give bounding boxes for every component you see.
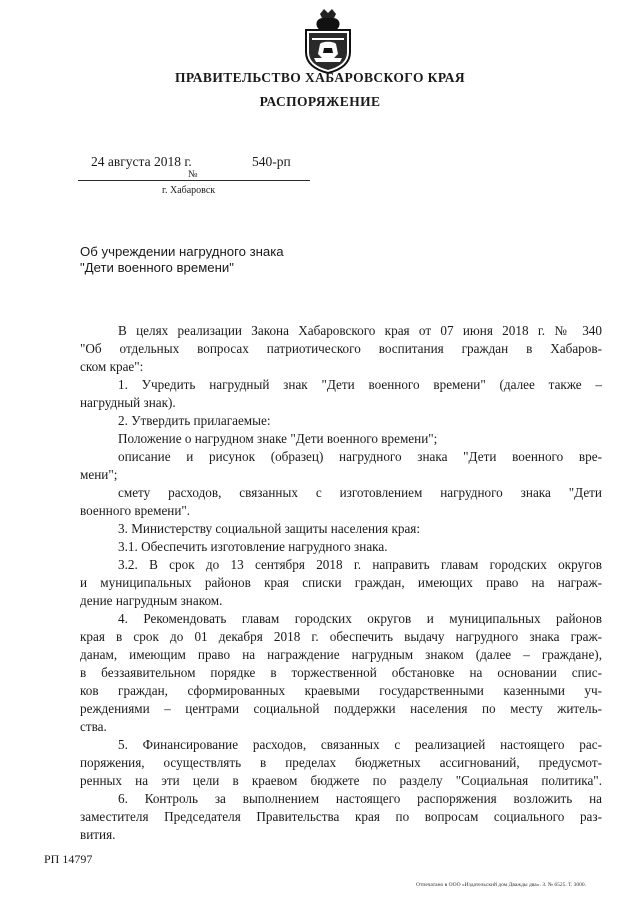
- body-line: 6. Контроль за выполнением настоящего распоряжения возложить на: [118, 791, 602, 806]
- body-line: ренных на эти цели в краевом бюджете по разделу "Социальная политика".: [80, 773, 602, 788]
- body-line: 3.1. Обеспечить изготовление нагрудного знака.: [118, 539, 388, 554]
- body-line: реждениями – центрами социальной поддержки населения по месту житель-: [80, 701, 602, 716]
- body-line: ства.: [80, 719, 107, 734]
- document-type: РАСПОРЯЖЕНИЕ: [259, 94, 381, 109]
- body-line: 4. Рекомендовать главам городских округов и муниципальных районов: [118, 611, 602, 626]
- body-line: поряжения, осуществлять в пределах бюджетных ассигнований, предусмот-: [80, 755, 602, 770]
- body-line: в беззаявительном порядке в торжественной обстановке на основании спис-: [80, 665, 602, 680]
- body-line: В целях реализации Закона Хабаровского края от 07 июня 2018 г. № 340: [118, 323, 602, 338]
- body-line: 3. Министерству социальной защиты населения края:: [118, 521, 421, 536]
- body-line: Положение о нагрудном знаке "Дети военного времени";: [118, 431, 438, 446]
- document-number: 540-рп: [252, 154, 291, 169]
- body-line: ском крае":: [80, 359, 144, 374]
- body-line: мени";: [80, 467, 118, 482]
- body-line: и муниципальных районов края списки граждан, имеющих право на награж-: [80, 575, 602, 590]
- body-line: смету расходов, связанных с изготовлением нагрудного знака "Дети: [118, 485, 602, 500]
- body-line: "Об отдельных вопросах патриотического воспитания граждан в Хабаров-: [80, 341, 602, 356]
- body-line: описание и рисунок (образец) нагрудного знака "Дети военного вре-: [118, 449, 602, 464]
- body-line: 5. Финансирование расходов, связанных с реализацией настоящего рас-: [118, 737, 602, 752]
- coat-of-arms-icon: [300, 8, 356, 74]
- body-line: нагрудный знак).: [80, 395, 176, 410]
- date-underline: [78, 180, 310, 181]
- government-title: ПРАВИТЕЛЬСТВО ХАБАРОВСКОГО КРАЯ: [174, 70, 466, 85]
- body-line: заместителя Председателя Правительства края по вопросам социального раз-: [80, 809, 602, 824]
- printer-imprint: Отпечатано в ООО «Издательский дом Дважды два». З. № 6525. Т. 3000.: [416, 882, 587, 888]
- document-date: 24 августа 2018 г.: [91, 154, 192, 169]
- city: г. Хабаровск: [162, 185, 216, 196]
- body-line: военного времени".: [80, 503, 191, 518]
- body-line: 3.2. В срок до 13 сентября 2018 г. направить главам городских округов: [118, 557, 602, 572]
- registration-code: РП 14797: [44, 852, 93, 866]
- body-line: ков граждан, сформированных краевыми государственными казенными уч-: [80, 683, 602, 698]
- body-line: края в срок до 01 декабря 2018 г. обеспечить выдачу нагрудного знака граж-: [80, 629, 602, 644]
- body-line: 1. Учредить нагрудный знак "Дети военного времени" (далее также –: [118, 377, 602, 392]
- body-line: дение нагрудным знаком.: [80, 593, 223, 608]
- subject-line-2: "Дети военного времени": [80, 260, 234, 275]
- body-line: 2. Утвердить прилагаемые:: [118, 413, 271, 428]
- body-line: данам, имеющим право на награждение нагрудным знаком (далее – граждане),: [80, 647, 602, 662]
- number-sign: №: [188, 169, 198, 180]
- subject-line-1: Об учреждении нагрудного знака: [80, 244, 284, 259]
- body-line: вития.: [80, 827, 116, 842]
